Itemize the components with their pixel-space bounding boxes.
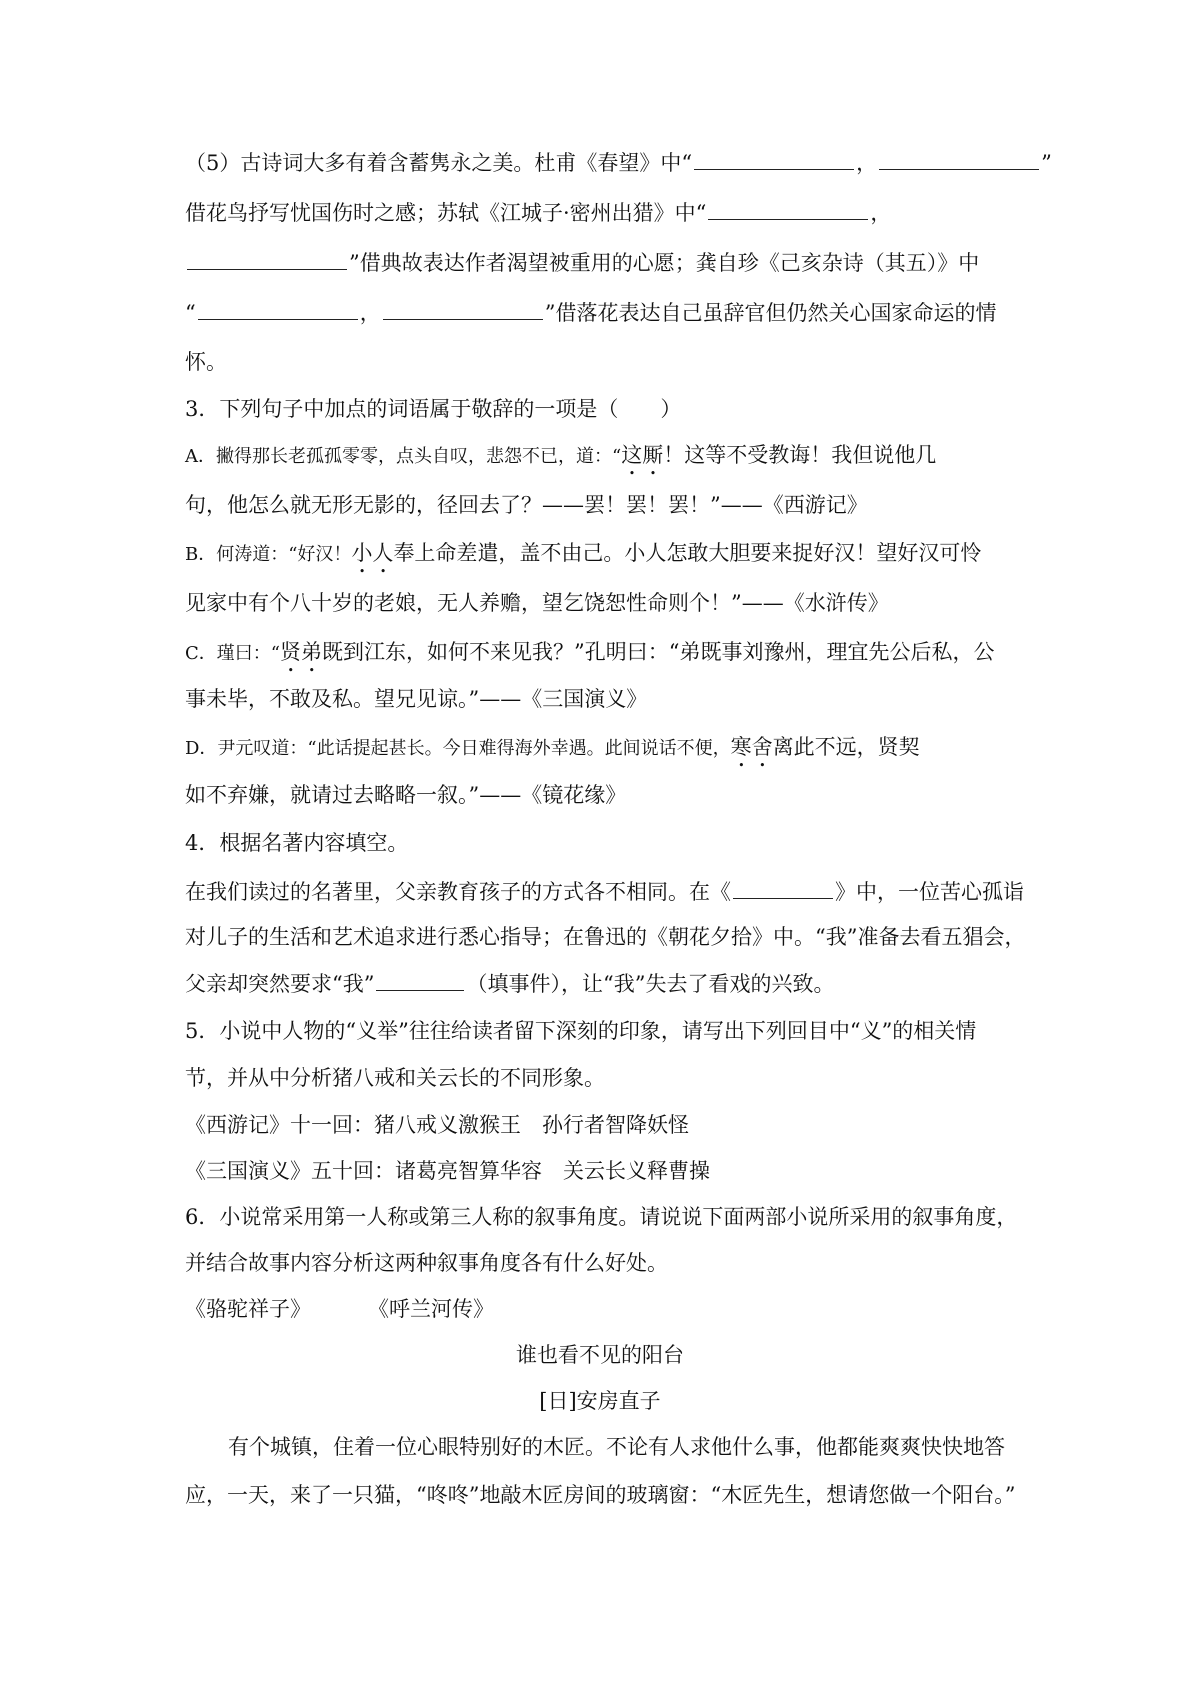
q6-book-1: 《骆驼祥子》: [185, 1297, 311, 1321]
q3-option-b: [185, 538, 981, 578]
answer-blank[interactable]: [187, 247, 347, 270]
text: 借花鸟抒写忧国伤时之感；苏轼《江城子·密州出猎》中“: [185, 201, 707, 225]
q4-line-1: [185, 876, 1024, 907]
text: B．何涛道：“好汉！: [185, 544, 352, 565]
answer-blank[interactable]: [694, 147, 854, 170]
q3-option-a: [185, 440, 936, 480]
q3-option-c-line-2: 事未毕，不敢及私。望兄见谅。”——《三国演义》: [185, 687, 648, 711]
text: ”借落花表达自己虽辞官但仍然关心国家命运的情: [544, 301, 997, 325]
q3-stem: 3．下列句子中加点的词语属于敬辞的一项是（ ）: [185, 397, 682, 421]
dotted-word: 贤弟: [279, 640, 322, 664]
answer-blank[interactable]: [383, 297, 543, 320]
text: ，: [856, 151, 878, 175]
text: 父亲却突然要求“我”: [185, 972, 375, 996]
text: D．尹元叹道：“此话提起甚长。今日难得海外幸遇。此间说话不便，: [185, 738, 731, 759]
text: ，: [870, 201, 892, 225]
q4-line-2: 对儿子的生活和艺术追求进行悉心指导；在鲁迅的《朝花夕拾》中。“我”准备去看五猖会，: [185, 925, 1026, 949]
q5-line-1: 5．小说中人物的“义举”往往给读者留下深刻的印象，请写出下列回目中“义”的相关情: [185, 1019, 977, 1043]
text: “: [185, 301, 196, 325]
q5-chapter-sanguo: 《三国演义》五十回：诸葛亮智算华容 关云长义释曹操: [185, 1159, 710, 1183]
text: ”: [1041, 151, 1052, 175]
q5-line-2: 节，并从中分析猪八戒和关云长的不同形象。: [185, 1066, 605, 1090]
q2-5-line-1: [185, 147, 1052, 178]
answer-blank[interactable]: [733, 876, 833, 899]
q2-5-line-4: [185, 297, 996, 328]
q5-chapter-xiyouji: 《西游记》十一回：猪八戒义激猴王 孙行者智降妖怪: [185, 1113, 689, 1137]
text: ”借典故表达作者渴望被重用的心愿；龚自珍《己亥杂诗（其五）》中: [349, 251, 980, 275]
answer-blank[interactable]: [708, 197, 868, 220]
dotted-word: 这厮: [621, 443, 664, 467]
story-title: 谁也看不见的阳台: [516, 1343, 684, 1367]
text: 在我们读过的名著里，父亲教育孩子的方式各不相同。在《: [185, 880, 731, 904]
q3-option-c: [185, 637, 994, 677]
q2-5-line-3: [185, 247, 979, 278]
q6-line-1: 6．小说常采用第一人称或第三人称的叙事角度。请说说下面两部小说所采用的叙事角度，: [185, 1205, 1018, 1229]
q3-option-d: [185, 732, 920, 772]
answer-blank[interactable]: [376, 968, 464, 991]
q3-option-b-line-2: 见家中有个八十岁的老娘，无人养赡，望乞饶恕性命则个！”——《水浒传》: [185, 591, 889, 615]
text: 奉上命差遣，盖不由己。小人怎敢大胆要来捉好汉！望好汉可怜: [393, 541, 982, 565]
q3-option-d-line-2: 如不弃嫌，就请过去略略一叙。”——《镜花缘》: [185, 783, 627, 807]
text: 》中，一位苦心孤诣: [835, 880, 1024, 904]
q2-5-line-5: 怀。: [185, 350, 227, 374]
q2-5-line-2: [185, 197, 891, 228]
text: A．撇得那长老孤孤零零，点头自叹，悲怨不已，道：“: [185, 446, 622, 467]
text: ！这等不受教诲！我但说他几: [663, 443, 937, 467]
text: 既到江东，如何不来见我？”孔明曰：“弟既事刘豫州，理宜先公后私，公: [321, 640, 995, 664]
q6-book-2: 《呼兰河传》: [368, 1297, 494, 1321]
answer-blank[interactable]: [879, 147, 1039, 170]
text: ，: [359, 301, 381, 325]
dotted-word: 寒舍: [730, 735, 773, 759]
story-paragraph-line-2: 应，一天，来了一只猫，“咚咚”地敲木匠房间的玻璃窗：“木匠先生，想请您做一个阳台。”: [185, 1483, 1016, 1507]
text: 离此不远，贤契: [772, 735, 920, 759]
answer-blank[interactable]: [198, 297, 358, 320]
story-paragraph-line-1: 有个城镇，住着一位心眼特别好的木匠。不论有人求他什么事，他都能爽爽快快地答: [228, 1435, 1005, 1459]
q6-line-2: 并结合故事内容分析这两种叙事角度各有什么好处。: [185, 1251, 668, 1275]
text: （填事件），让“我”失去了看戏的兴致。: [466, 972, 835, 996]
story-author: [日]安房直子: [539, 1389, 661, 1413]
text: （5）古诗词大多有着含蓄隽永之美。杜甫《春望》中“: [185, 151, 693, 175]
dotted-word: 小人: [351, 541, 394, 565]
text: C．瑾曰：“: [185, 643, 280, 664]
q3-option-a-line-2: 句，他怎么就无形无影的，径回去了？——罢！罢！罢！”——《西游记》: [185, 493, 868, 517]
q4-line-3: [185, 968, 834, 999]
q4-stem: 4．根据名著内容填空。: [185, 831, 409, 855]
